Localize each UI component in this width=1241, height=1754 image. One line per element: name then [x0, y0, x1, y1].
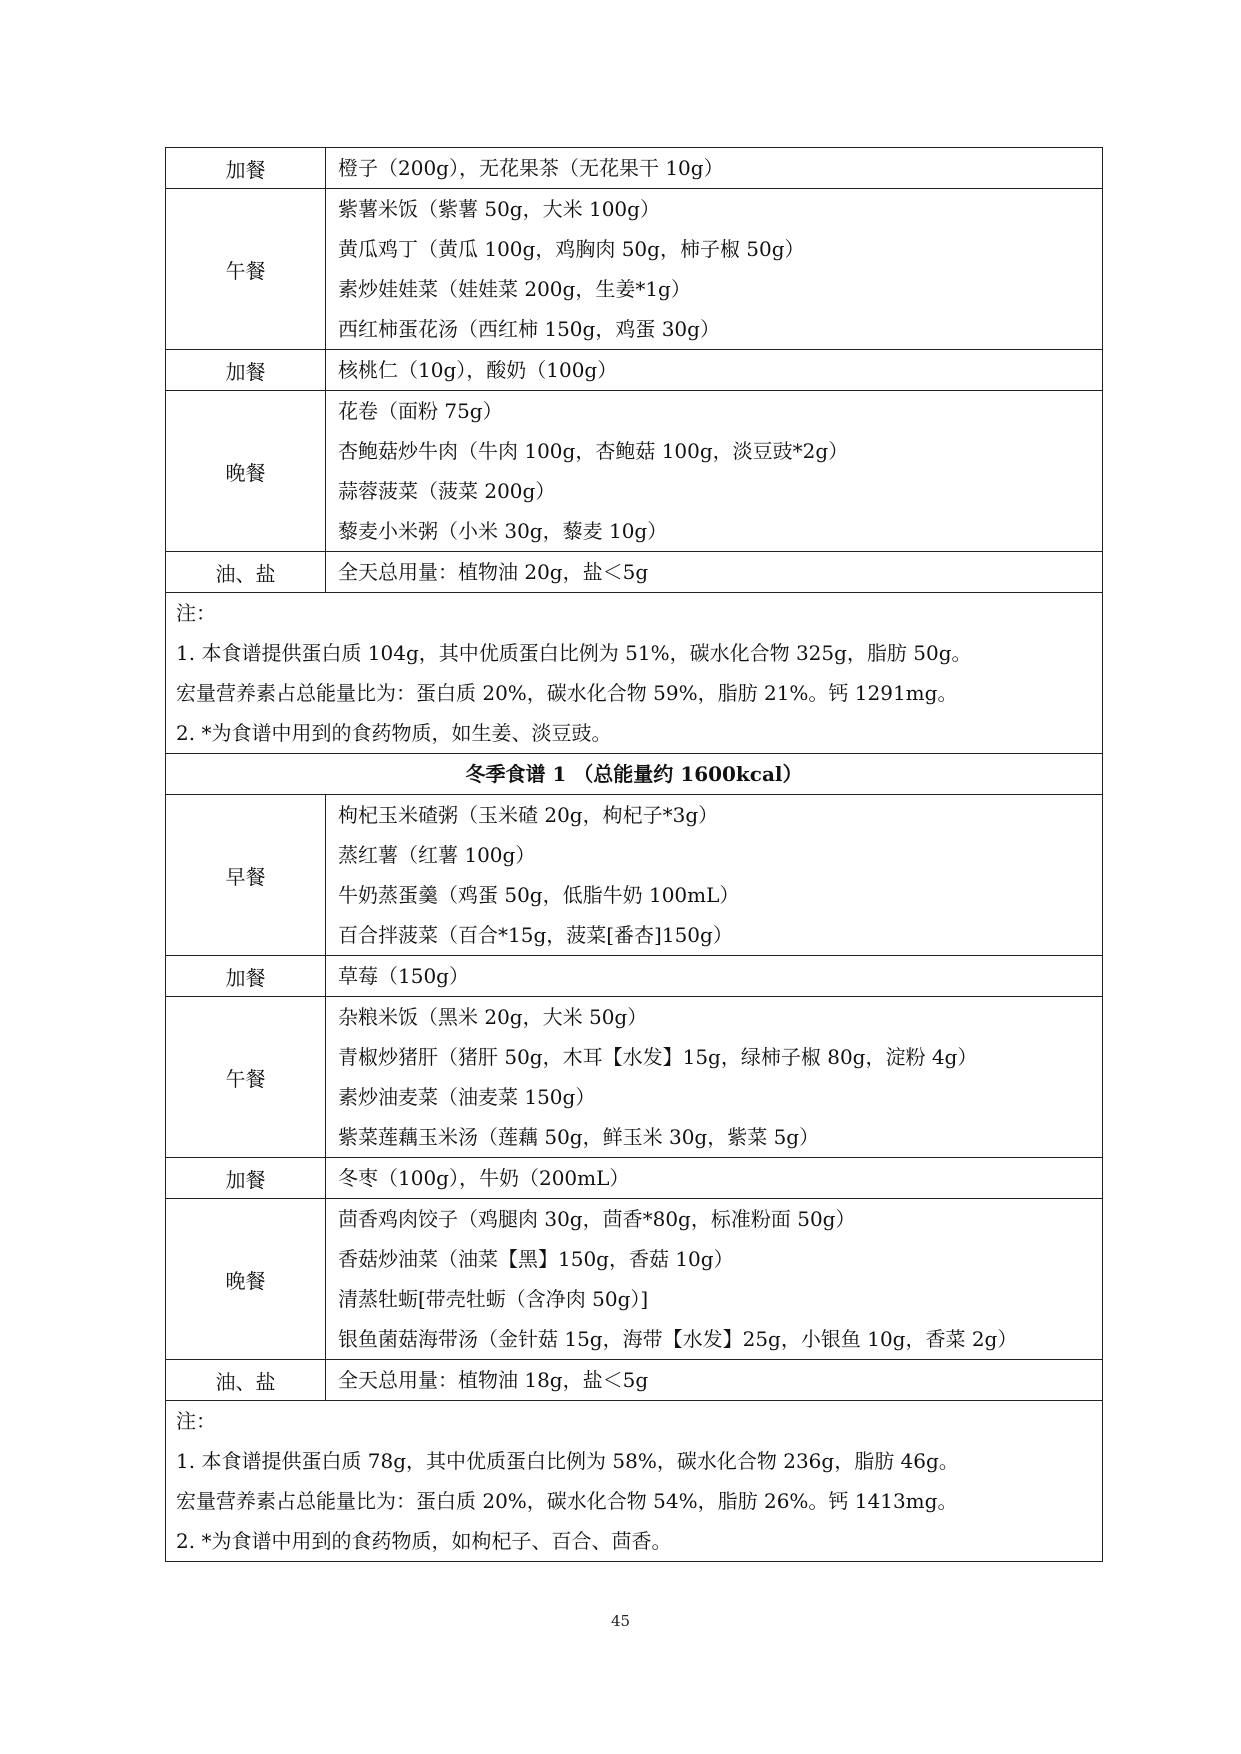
section-title: 冬季食谱 1 （总能量约 1600kcal） [166, 754, 1103, 795]
dish-item: 全天总用量：植物油 18g，盐＜5g [338, 1368, 649, 1392]
dish-item: 素炒油麦菜（油麦菜 150g） [338, 1085, 596, 1109]
note-line: 宏量营养素占总能量比为：蛋白质 20%，碳水化合物 59%，脂肪 21%。钙 1291mg。 [176, 681, 958, 705]
note-line: 2. *为食谱中用到的食药物质，如生姜、淡豆豉。 [176, 721, 612, 745]
dish-item: 银鱼菌菇海带汤（金针菇 15g，海带【水发】25g，小银鱼 10g，香菜 2g） [338, 1327, 1018, 1351]
meal-items [326, 795, 1103, 956]
dish-item: 牛奶蒸蛋羹（鸡蛋 50g，低脂牛奶 100mL） [338, 883, 740, 907]
meal-row [166, 350, 1103, 391]
dish-item: 紫菜莲藕玉米汤（莲藕 50g，鲜玉米 30g，紫菜 5g） [338, 1125, 820, 1149]
dish-item: 冬枣（100g），牛奶（200mL） [338, 1166, 630, 1190]
page-number: 45 [610, 1612, 631, 1630]
meal-items [326, 956, 1103, 997]
meal-row [166, 1360, 1103, 1401]
meal-row [166, 552, 1103, 593]
meal-items [326, 1199, 1103, 1360]
note-line: 宏量营养素占总能量比为：蛋白质 20%，碳水化合物 54%，脂肪 26%。钙 1413mg。 [176, 1489, 958, 1513]
meal-items [326, 148, 1103, 189]
note-line: 注： [176, 601, 216, 625]
meal-label: 午餐 [166, 189, 326, 350]
meal-label: 午餐 [166, 997, 326, 1158]
dish-item: 百合拌菠菜（百合*15g，菠菜[番杏]150g） [338, 923, 733, 947]
meal-label: 加餐 [166, 350, 326, 391]
meal-items [326, 552, 1103, 593]
dish-item: 杏鲍菇炒牛肉（牛肉 100g，杏鲍菇 100g，淡豆豉*2g） [338, 439, 849, 463]
meal-items [326, 1158, 1103, 1199]
meal-items [326, 1360, 1103, 1401]
meal-row [166, 391, 1103, 552]
meal-items [326, 350, 1103, 391]
dish-item: 花卷（面粉 75g） [338, 399, 503, 423]
dish-item: 蒸红薯（红薯 100g） [338, 843, 536, 867]
meal-label: 油、盐 [166, 552, 326, 593]
note-row [166, 1401, 1103, 1562]
dish-item: 茴香鸡肉饺子（鸡腿肉 30g，茴香*80g，标准粉面 50g） [338, 1207, 856, 1231]
meal-row [166, 148, 1103, 189]
meal-row [166, 189, 1103, 350]
meal-label: 晚餐 [166, 1199, 326, 1360]
meal-label: 加餐 [166, 956, 326, 997]
meal-row [166, 956, 1103, 997]
meal-items [326, 189, 1103, 350]
dish-item: 蒜蓉菠菜（菠菜 200g） [338, 479, 556, 503]
dish-item: 橙子（200g），无花果茶（无花果干 10g） [338, 156, 724, 180]
note-line: 2. *为食谱中用到的食药物质，如枸杞子、百合、茴香。 [176, 1529, 672, 1553]
dish-item: 枸杞玉米碴粥（玉米碴 20g，枸杞子*3g） [338, 803, 719, 827]
meal-row [166, 1158, 1103, 1199]
note-line: 注： [176, 1409, 216, 1433]
dish-item: 杂粮米饭（黑米 20g，大米 50g） [338, 1005, 648, 1029]
meal-row [166, 795, 1103, 956]
note-cell [166, 1401, 1103, 1562]
dish-item: 青椒炒猪肝（猪肝 50g，木耳【水发】15g，绿柿子椒 80g，淀粉 4g） [338, 1045, 978, 1069]
meal-items [326, 391, 1103, 552]
menu-table [165, 147, 1103, 1562]
dish-item: 全天总用量：植物油 20g，盐＜5g [338, 560, 649, 584]
dish-item: 黄瓜鸡丁（黄瓜 100g，鸡胸肉 50g，柿子椒 50g） [338, 237, 805, 261]
dish-item: 藜麦小米粥（小米 30g，藜麦 10g） [338, 519, 668, 543]
meal-label: 加餐 [166, 1158, 326, 1199]
meal-row [166, 997, 1103, 1158]
meal-label: 晚餐 [166, 391, 326, 552]
note-row [166, 593, 1103, 754]
note-cell [166, 593, 1103, 754]
dish-item: 紫薯米饭（紫薯 50g，大米 100g） [338, 197, 660, 221]
meal-label: 加餐 [166, 148, 326, 189]
dish-item: 香菇炒油菜（油菜【黑】150g，香菇 10g） [338, 1247, 734, 1271]
dish-item: 清蒸牡蛎[带壳牡蛎（含净肉 50g）] [338, 1287, 649, 1311]
note-line: 1. 本食谱提供蛋白质 104g，其中优质蛋白比例为 51%，碳水化合物 325g，脂肪 50g。 [176, 641, 972, 665]
meal-items [326, 997, 1103, 1158]
section-title-row [166, 754, 1103, 795]
meal-row [166, 1199, 1103, 1360]
dish-item: 核桃仁（10g），酸奶（100g） [338, 358, 618, 382]
meal-label: 早餐 [166, 795, 326, 956]
note-line: 1. 本食谱提供蛋白质 78g，其中优质蛋白比例为 58%，碳水化合物 236g，脂肪 46g。 [176, 1449, 959, 1473]
dish-item: 草莓（150g） [338, 964, 469, 988]
meal-label: 油、盐 [166, 1360, 326, 1401]
dish-item: 西红柿蛋花汤（西红柿 150g，鸡蛋 30g） [338, 317, 720, 341]
dish-item: 素炒娃娃菜（娃娃菜 200g，生姜*1g） [338, 277, 691, 301]
